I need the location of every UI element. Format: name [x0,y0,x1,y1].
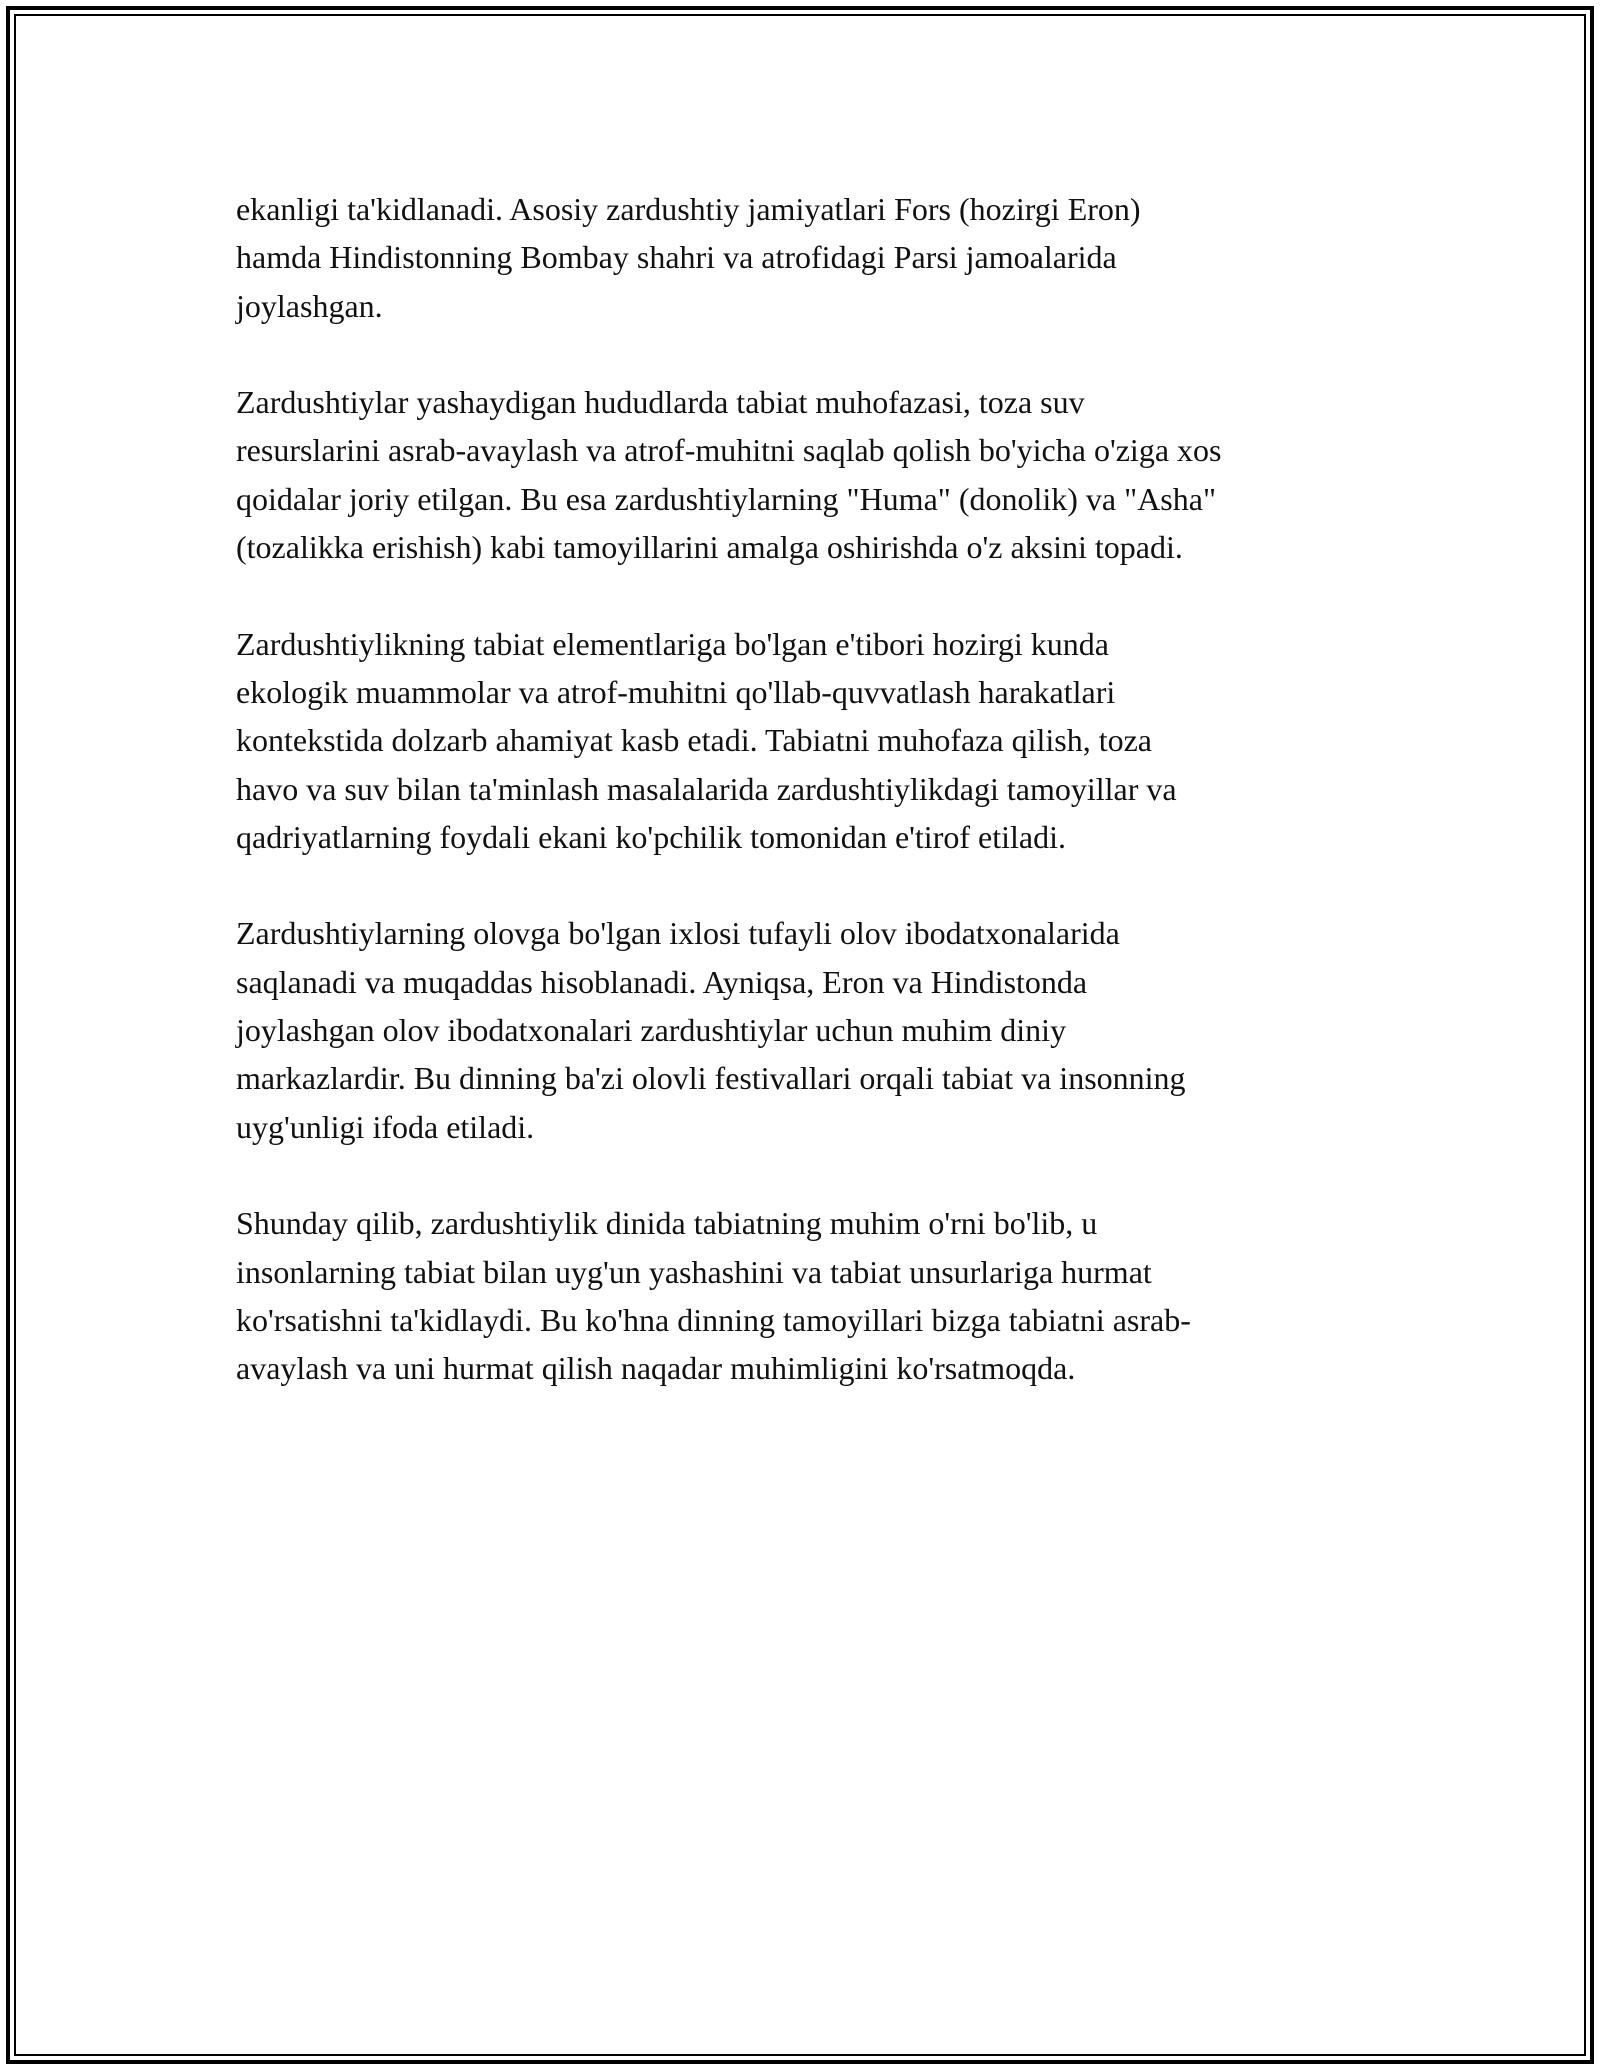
text-line: joylashgan olov ibodatxonalari zardushtiylar uchun muhim diniy [236,1012,1067,1049]
paragraph-1 [236,185,1376,330]
text-line: qadriyatlarning foydali ekani ko'pchilik tomonidan e'tirof etiladi. [236,818,1066,855]
text-line: resurslarini asrab-avaylash va atrof-muhitni saqlab qolish bo'yicha o'ziga xos [236,432,1222,469]
text-line: Shunday qilib, zardushtiylik dinida tabiatning muhim o'rni bo'lib, u [236,1205,1098,1242]
paragraph-4 [236,909,1376,1150]
text-line: ko'rsatishni ta'kidlaydi. Bu ko'hna dinning tamoyillari bizga tabiatni asrab- [236,1301,1191,1338]
text-line: ekologik muammolar va atrof-muhitni qo'llab-quvvatlash harakatlari [236,673,1116,710]
text-line: (tozalikka erishish) kabi tamoyillarini amalga oshirishda o'z aksini topadi. [236,529,1183,566]
text-line: Zardushtiylarning olovga bo'lgan ixlosi tufayli olov ibodatxonalarida [236,915,1120,952]
text-line: ekanligi ta'kidlanadi. Asosiy zardushtiy jamiyatlari Fors (hozirgi Eron) [236,191,1141,227]
text-line: avaylash va uni hurmat qilish naqadar muhimligini ko'rsatmoqda. [236,1350,1076,1387]
text-line: hamda Hindistonning Bombay shahri va atrofidagi Parsi jamoalarida [236,239,1117,276]
text-line: insonlarning tabiat bilan uyg'un yashashini va tabiat unsurlariga hurmat [236,1253,1152,1290]
paragraph-2 [236,378,1376,571]
paragraph-3 [236,620,1376,861]
text-line: Zardushtiylikning tabiat elementlariga bo'lgan e'tibori hozirgi kunda [236,625,1109,662]
text-line: havo va suv bilan ta'minlash masalalarida zardushtiylikdagi tamoyillar va [236,770,1177,807]
text-line: kontekstida dolzarb ahamiyat kasb etadi. Tabiatni muhofaza qilish, toza [236,722,1152,759]
text-line: joylashgan. [236,287,383,324]
text-line: markazlardir. Bu dinning ba'zi olovli festivallari orqali tabiat va insonning [236,1060,1186,1097]
text-line: qoidalar joriy etilgan. Bu esa zardushtiylarning "Huma" (donolik) va "Asha" [236,480,1217,517]
text-line: saqlanadi va muqaddas hisoblanadi. Ayniqsa, Eron va Hindistonda [236,963,1088,1000]
text-line: uyg'unligi ifoda etiladi. [236,1108,535,1145]
document-body [236,185,1376,1441]
paragraph-5 [236,1199,1376,1392]
text-line: Zardushtiylar yashaydigan hududlarda tabiat muhofazasi, toza suv [236,384,1085,421]
